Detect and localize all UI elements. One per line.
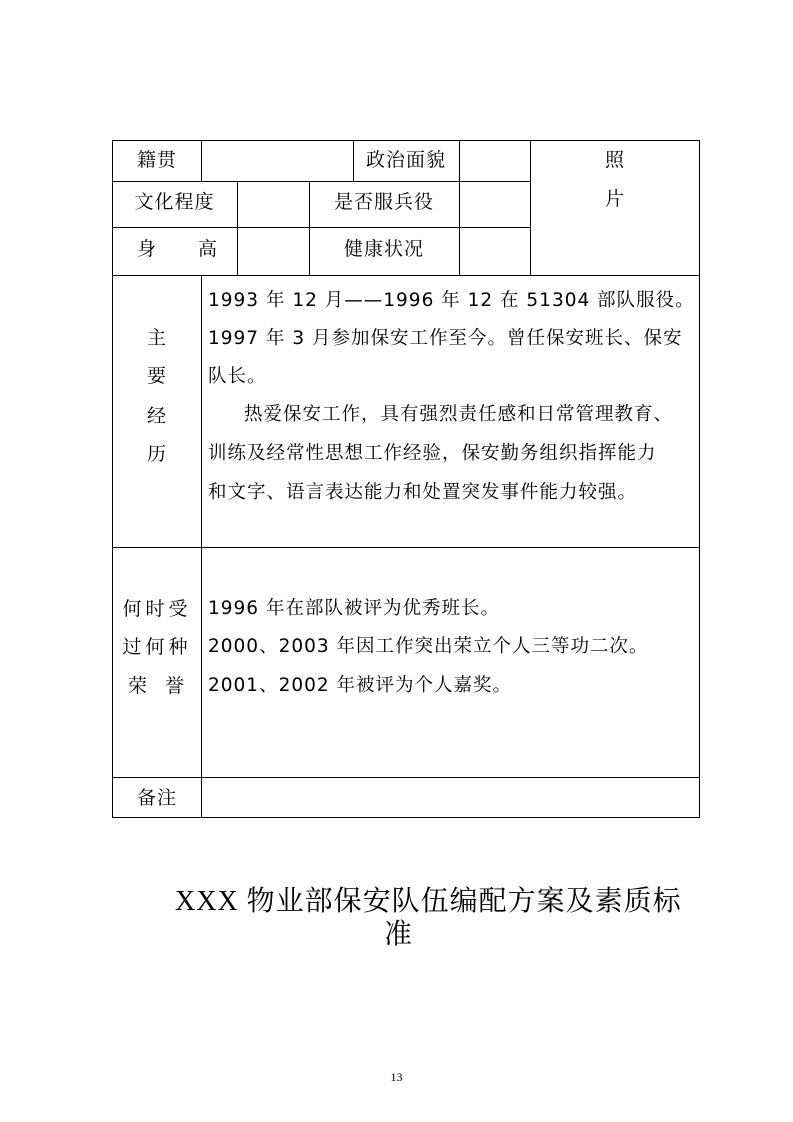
photo-label-line2: 片 [604, 188, 625, 210]
document-title-line1: XXX 物业部保安队伍编配方案及素质标 [175, 886, 682, 917]
health-label: 健康状况 [343, 238, 424, 260]
experience-line: 训练及经常性思想工作经验，保安勤务组织指挥能力 [208, 443, 657, 464]
table-col-divider [201, 275, 202, 818]
experience-line: 队长。 [208, 366, 267, 387]
experience-label-char: 历 [146, 443, 167, 465]
photo-label-line1: 照 [604, 149, 625, 171]
table-row-divider [112, 181, 530, 182]
table-border-right [699, 140, 700, 818]
native-place-label: 籍贯 [136, 149, 177, 171]
experience-line: 1993 年 12 月——1996 年 12 在 51304 部队服役。 [208, 290, 695, 311]
experience-label-char: 经 [146, 405, 167, 427]
experience-line: 热爱保安工作，具有强烈责任感和日常管理教育、 [244, 404, 674, 425]
table-row-divider [112, 227, 530, 228]
document-title-line2: 准 [384, 919, 413, 950]
honors-line: 1996 年在部队被评为优秀班长。 [208, 598, 500, 619]
experience-label-char: 要 [146, 365, 167, 387]
page-number: 13 [390, 1070, 403, 1084]
political-status-label: 政治面貌 [365, 149, 446, 171]
education-label: 文化程度 [134, 191, 215, 213]
military-service-label: 是否服兵役 [333, 191, 434, 213]
table-border-left [112, 140, 113, 818]
table-col-divider [459, 140, 460, 276]
honors-line: 2000、2003 年因工作突出荣立个人三等功二次。 [208, 636, 649, 657]
table-col-divider [237, 181, 238, 276]
honors-label-line: 荣 誉 [127, 675, 187, 697]
experience-line: 1997 年 3 月参加保安工作至今。曾任保安班长、保安 [208, 328, 683, 349]
remarks-label: 备注 [136, 787, 177, 809]
height-label-char1: 身 [137, 238, 158, 260]
experience-label-char: 主 [146, 327, 167, 349]
height-label-char2: 高 [198, 238, 219, 260]
honors-label-line: 过何种 [122, 636, 192, 658]
honors-line: 2001、2002 年被评为个人嘉奖。 [208, 675, 513, 696]
experience-line: 和文字、语言表达能力和处置突发事件能力较强。 [208, 482, 638, 503]
honors-label-line: 何时受 [122, 598, 192, 620]
